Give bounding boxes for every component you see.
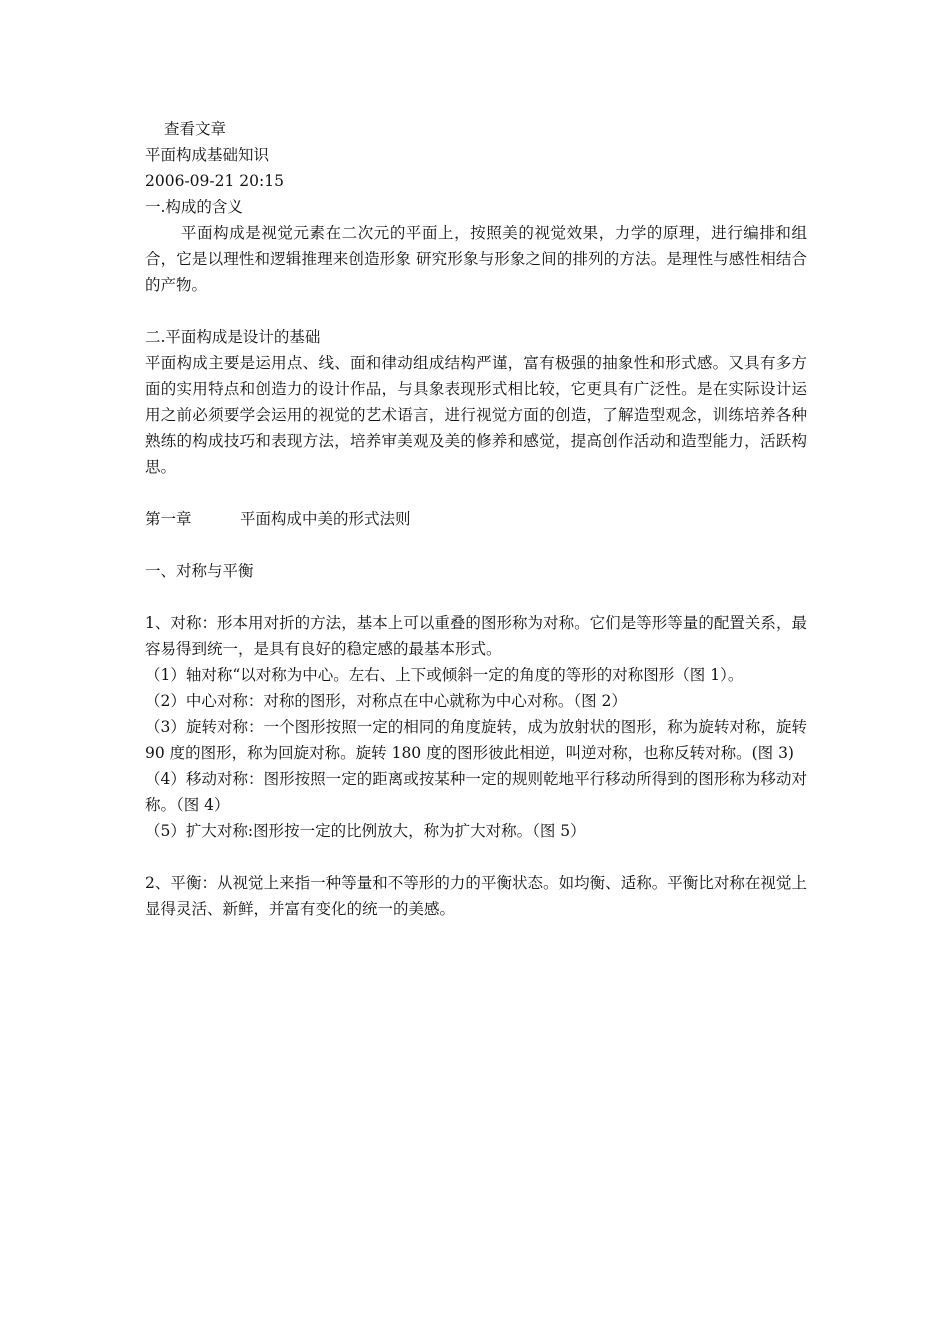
spacer xyxy=(145,584,807,610)
view-article-label: 查看文章 xyxy=(164,120,227,138)
spacer xyxy=(145,298,807,324)
symmetry-item-5: （5）扩大对称:图形按一定的比例放大，称为扩大对称。（图 5） xyxy=(145,822,586,840)
spacer xyxy=(145,844,807,870)
chapter-heading xyxy=(145,506,807,532)
symmetry-intro: 1、对称：形本用对折的方法，基本上可以重叠的图形称为对称。它们是等形等量的配置关系，最容易得到统一，是具有良好的稳定感的最基本形式。 xyxy=(145,614,807,658)
section2-heading: 二.平面构成是设计的基础 xyxy=(145,328,321,346)
symmetry-item-4: （4）移动对称：图形按照一定的距离或按某种一定的规则乾地平行移动所得到的图形称为移动对称。（图 4） xyxy=(145,770,807,814)
spacer xyxy=(145,532,807,558)
spacer xyxy=(145,480,807,506)
chapter-number: 第一章 xyxy=(145,510,192,528)
article-title: 平面构成基础知识 xyxy=(145,146,270,164)
symmetry-item-3: （3）旋转对称：一个图形按照一定的相同的角度旋转，成为放射状的图形，称为旋转对称，旋转 90 度的图形，称为回旋对称。旋转 180 度的图形彼此相逆，叫逆对称，也称反转对称。(图 3) xyxy=(145,718,807,762)
section1-heading: 一.构成的含义 xyxy=(145,198,243,216)
document-page xyxy=(145,116,807,922)
section2-paragraph: 平面构成主要是运用点、线、面和律动组成结构严谨，富有极强的抽象性和形式感。又具有多方面的实用特点和创造力的设计作品，与具象表现形式相比较，它更具有广泛性。是在实际设计运用之前必须要学会运用的视觉的艺术语言，进行视觉方面的创造，了解造型观念，训练培养各种熟练的构成技巧和表现方法，培养审美观及美的修养和感觉，提高创作活动和造型能力，活跃构思。 xyxy=(145,354,807,476)
article-timestamp: 2006-09-21 20:15 xyxy=(145,172,284,190)
balance-paragraph: 2、平衡：从视觉上来指一种等量和不等形的力的平衡状态。如均衡、适称。平衡比对称在视觉上显得灵活、新鲜，并富有变化的统一的美感。 xyxy=(145,874,807,918)
subsection-heading: 一、对称与平衡 xyxy=(145,562,254,580)
symmetry-item-2: （2）中心对称：对称的图形，对称点在中心就称为中心对称。（图 2） xyxy=(145,692,627,710)
symmetry-item-1: （1）轴对称“以对称为中心。左右、上下或倾斜一定的角度的等形的对称图形（图 1）。 xyxy=(145,666,744,684)
chapter-title: 平面构成中美的形式法则 xyxy=(240,510,411,528)
section1-paragraph: 平面构成是视觉元素在二次元的平面上，按照美的视觉效果，力学的原理，进行编排和组合，它是以理性和逻辑推理来创造形象 研究形象与形象之间的排列的方法。是理性与感性相结合的产物。 xyxy=(145,224,807,294)
